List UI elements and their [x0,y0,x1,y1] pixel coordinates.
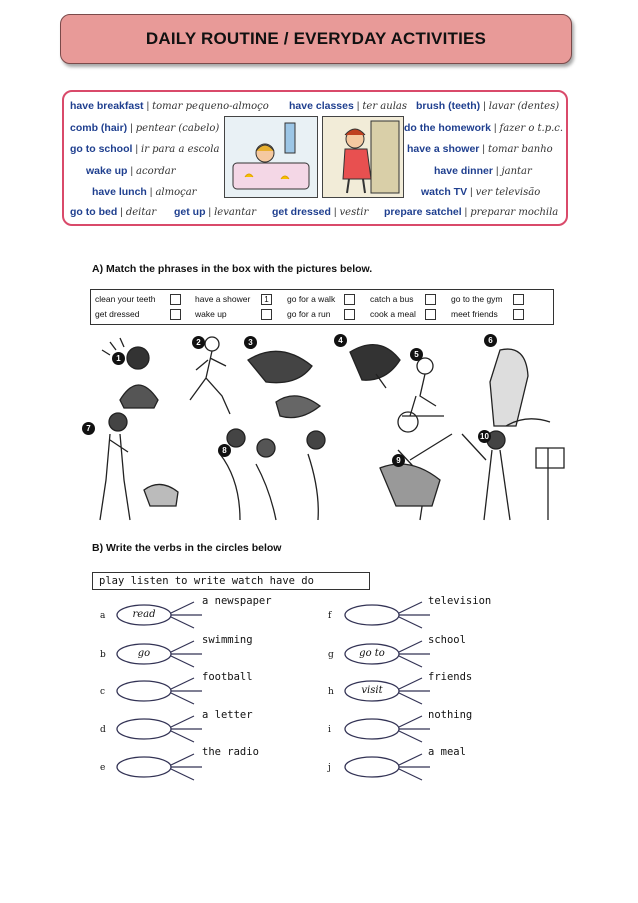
dressing-illustration [322,116,404,198]
phrase-checkbox[interactable] [170,309,181,320]
noun-phrase: television [428,595,492,607]
verb-box: play listen to write watch have do [92,572,370,590]
vocab-item: have breakfast | tomar pequeno-almoço [70,100,269,112]
answer-circle [344,752,434,782]
phrase-label: catch a bus [370,294,414,304]
phrase-label: have a shower [195,294,251,304]
noun-phrase: friends [428,671,473,683]
noun-phrase: football [202,671,253,683]
vocab-item: have classes | ter aulas [289,100,407,112]
phrase-checkbox[interactable] [513,294,524,305]
vocab-item: prepare satchel | preparar mochila [384,206,559,218]
activity-illustrations [80,330,570,525]
phrase-label: cook a meal [370,309,416,319]
answer-circle [116,714,206,744]
phrase-box [90,289,554,325]
picture-number: 10 [478,430,491,443]
item-letter: b [100,650,106,660]
item-letter: i [328,725,331,735]
phrase-label: go for a run [287,309,331,319]
phrase-checkbox[interactable] [261,309,272,320]
phrase-checkbox[interactable] [344,309,355,320]
picture-number: 5 [410,348,423,361]
picture-number: 7 [82,422,95,435]
item-letter: j [328,763,331,773]
item-letter: h [328,687,334,697]
item-letter: g [328,650,334,660]
phrase-checkbox[interactable] [425,309,436,320]
vocab-item: wake up | acordar [86,165,176,177]
bath-illustration [224,116,318,198]
answer-text[interactable]: read [132,609,156,620]
vocab-item: have lunch | almoçar [92,186,197,198]
vocab-item: have dinner | jantar [434,165,532,177]
answer-text[interactable]: visit [361,685,383,696]
picture-number: 8 [218,444,231,457]
item-letter: c [100,687,106,697]
vocab-item: comb (hair) | pentear (cabelo) [70,122,220,134]
section-a-heading: A) Match the phrases in the box with the pictures below. [92,263,373,275]
vocab-item: go to bed | deitar [70,206,157,218]
item-letter: f [328,611,332,621]
noun-phrase: a letter [202,709,253,721]
noun-phrase: a newspaper [202,595,272,607]
picture-number: 9 [392,454,405,467]
phrase-label: wake up [195,309,227,319]
vocab-item: do the homework | fazer o t.p.c. [404,122,564,134]
item-letter: d [100,725,106,735]
vocab-item: get up | levantar [174,206,257,218]
answer-circle [116,676,206,706]
picture-number: 1 [112,352,125,365]
answer-text[interactable]: go to [359,648,385,659]
vocab-item: have a shower | tomar banho [407,143,553,155]
activity-drawings [80,330,570,525]
answer-circle [116,752,206,782]
phrase-label: get dressed [95,309,140,319]
phrase-label: clean your teeth [95,294,156,304]
picture-number: 2 [192,336,205,349]
section-b-heading: B) Write the verbs in the circles below [92,542,282,554]
vocab-item: go to school | ir para a escola [70,143,220,155]
noun-phrase: nothing [428,709,473,721]
vocabulary-box [62,90,568,226]
vocab-item: watch TV | ver televisão [421,186,541,198]
answer-circle [344,600,434,630]
phrase-checkbox[interactable] [425,294,436,305]
picture-number: 4 [334,334,347,347]
title-banner [60,14,572,64]
phrase-checkbox[interactable] [513,309,524,320]
answer-circle [344,714,434,744]
phrase-checkbox[interactable]: 1 [261,294,272,305]
phrase-label: go for a walk [287,294,336,304]
vocab-item: brush (teeth) | lavar (dentes) [416,100,560,112]
phrase-checkbox[interactable] [344,294,355,305]
item-letter: a [100,611,106,621]
answer-text[interactable]: go [137,648,151,659]
noun-phrase: the radio [202,746,259,758]
noun-phrase: swimming [202,634,253,646]
noun-phrase: school [428,634,466,646]
item-letter: e [100,763,106,773]
page-title: DAILY ROUTINE / EVERYDAY ACTIVITIES [145,29,487,48]
phrase-checkbox[interactable] [170,294,181,305]
picture-number: 3 [244,336,257,349]
phrase-label: go to the gym [451,294,503,304]
phrase-label: meet friends [451,309,498,319]
noun-phrase: a meal [428,746,466,758]
vocab-item: get dressed | vestir [272,206,369,218]
picture-number: 6 [484,334,497,347]
